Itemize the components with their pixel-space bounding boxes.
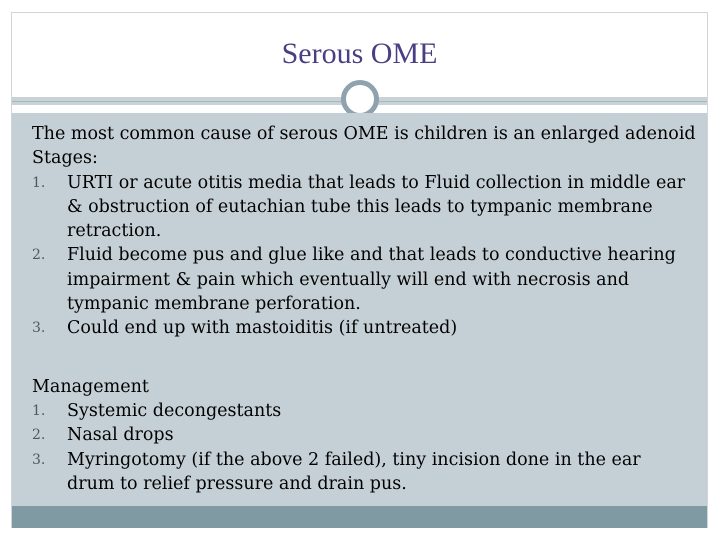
stage-item-1 xyxy=(32,171,702,244)
management-heading: Management xyxy=(32,376,149,397)
slide-title: Serous OME xyxy=(281,37,438,70)
management-text-line: Myringotomy (if the above 2 failed), tiny incision done in the ear xyxy=(67,449,641,470)
management-text-line: Nasal drops xyxy=(67,425,174,446)
bottom-band xyxy=(12,506,707,528)
stage-number: 3. xyxy=(32,320,46,337)
body-text xyxy=(32,122,702,496)
management-item-1 xyxy=(32,399,702,423)
management-number: 3. xyxy=(32,451,46,468)
intro-text: The most common cause of serous OME is children is an enlarged adenoid xyxy=(32,124,696,144)
management-text-line: Systemic decongestants xyxy=(67,400,282,421)
stage-text-line: impairment & pain which eventually will end with necrosis and xyxy=(67,269,630,290)
stage-text-line: URTI or acute otitis media that leads to Fluid collection in middle ear xyxy=(67,172,686,193)
management-item-3 xyxy=(32,448,702,497)
management-item-2 xyxy=(32,423,702,447)
management-number: 1. xyxy=(32,402,46,419)
stage-text-line: tympanic membrane perforation. xyxy=(67,294,361,315)
stage-number: 1. xyxy=(32,174,46,191)
management-text-line: drum to relief pressure and drain pus. xyxy=(67,473,407,494)
spacer xyxy=(32,341,702,375)
stage-item-3 xyxy=(32,316,702,340)
stage-text-line: Fluid become pus and glue like and that leads to conductive hearing xyxy=(67,245,676,266)
stage-number: 2. xyxy=(32,247,46,264)
stage-text-line: & obstruction of eutachian tube this leads to tympanic membrane xyxy=(67,196,653,217)
stage-item-2 xyxy=(32,243,702,316)
management-number: 2. xyxy=(32,427,46,444)
stage-text-line: retraction. xyxy=(67,221,162,242)
stages-heading: Stages: xyxy=(32,148,98,169)
stage-text-line: Could end up with mastoiditis (if untreated) xyxy=(67,318,458,339)
